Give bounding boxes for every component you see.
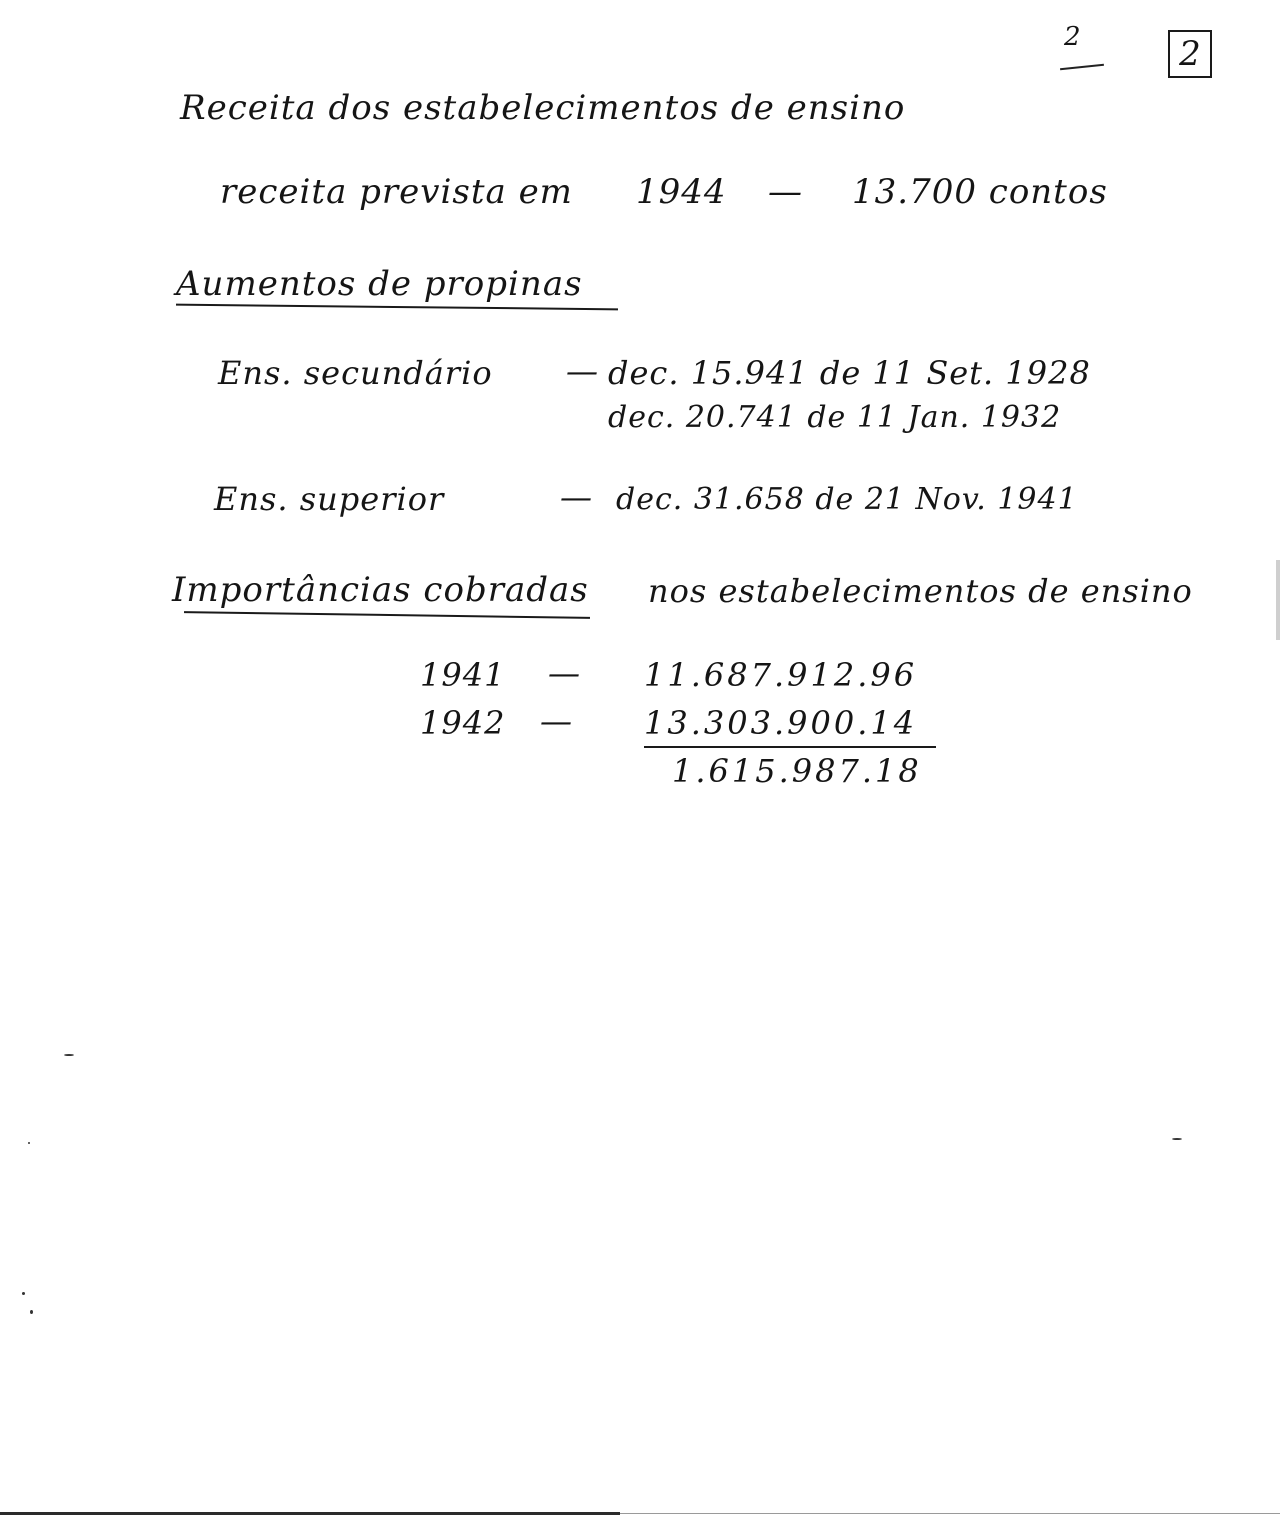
collected-row-dash: — (540, 702, 573, 740)
superior-decree: dec. 31.658 de 21 Nov. 1941 (616, 482, 1078, 517)
scan-speck (28, 1142, 30, 1144)
collected-row-dash: — (548, 654, 581, 692)
receipt-dash: — (768, 172, 803, 212)
scan-edge (1276, 560, 1280, 640)
page-number-box: 2 (1168, 30, 1212, 78)
collected-heading-rest: nos estabelecimentos de ensino (648, 572, 1193, 610)
collected-heading-underline (184, 611, 590, 619)
receipt-label: receita prevista em (220, 172, 573, 212)
collected-row-value: 13.303.900.14 (644, 704, 918, 742)
page-number-underline (1060, 64, 1104, 71)
secondary-decree-2: dec. 20.741 de 11 Jan. 1932 (608, 400, 1062, 435)
superior-education-dash: — (560, 478, 593, 516)
fees-heading: Aumentos de propinas (176, 264, 583, 304)
secondary-education-dash: — (566, 352, 599, 390)
scan-speck (30, 1310, 33, 1314)
receipt-value: 13.700 contos (852, 172, 1108, 212)
collected-difference: 1.615.987.18 (672, 752, 922, 790)
scan-bottom-edge (0, 1512, 620, 1515)
receipt-year: 1944 (636, 172, 727, 212)
collected-row-year: 1942 (420, 704, 506, 742)
secondary-decree-1: dec. 15.941 de 11 Set. 1928 (608, 354, 1091, 392)
collected-row-value: 11.687.912.96 (644, 656, 918, 694)
secondary-education-label: Ens. secundário (218, 354, 493, 392)
superior-education-label: Ens. superior (214, 480, 445, 518)
collected-heading: Importâncias cobradas (172, 570, 589, 610)
scan-bottom-edge-faint (620, 1513, 1280, 1514)
scan-speck (64, 1054, 74, 1056)
scan-speck (22, 1292, 25, 1295)
collected-row-year: 1941 (420, 656, 506, 694)
page-number-handwritten: 2 (1064, 22, 1082, 52)
scan-speck (1172, 1138, 1182, 1140)
document-title: Receita dos estabelecimentos de ensino (180, 88, 906, 128)
sum-rule (644, 746, 936, 748)
fees-heading-underline (176, 304, 618, 311)
